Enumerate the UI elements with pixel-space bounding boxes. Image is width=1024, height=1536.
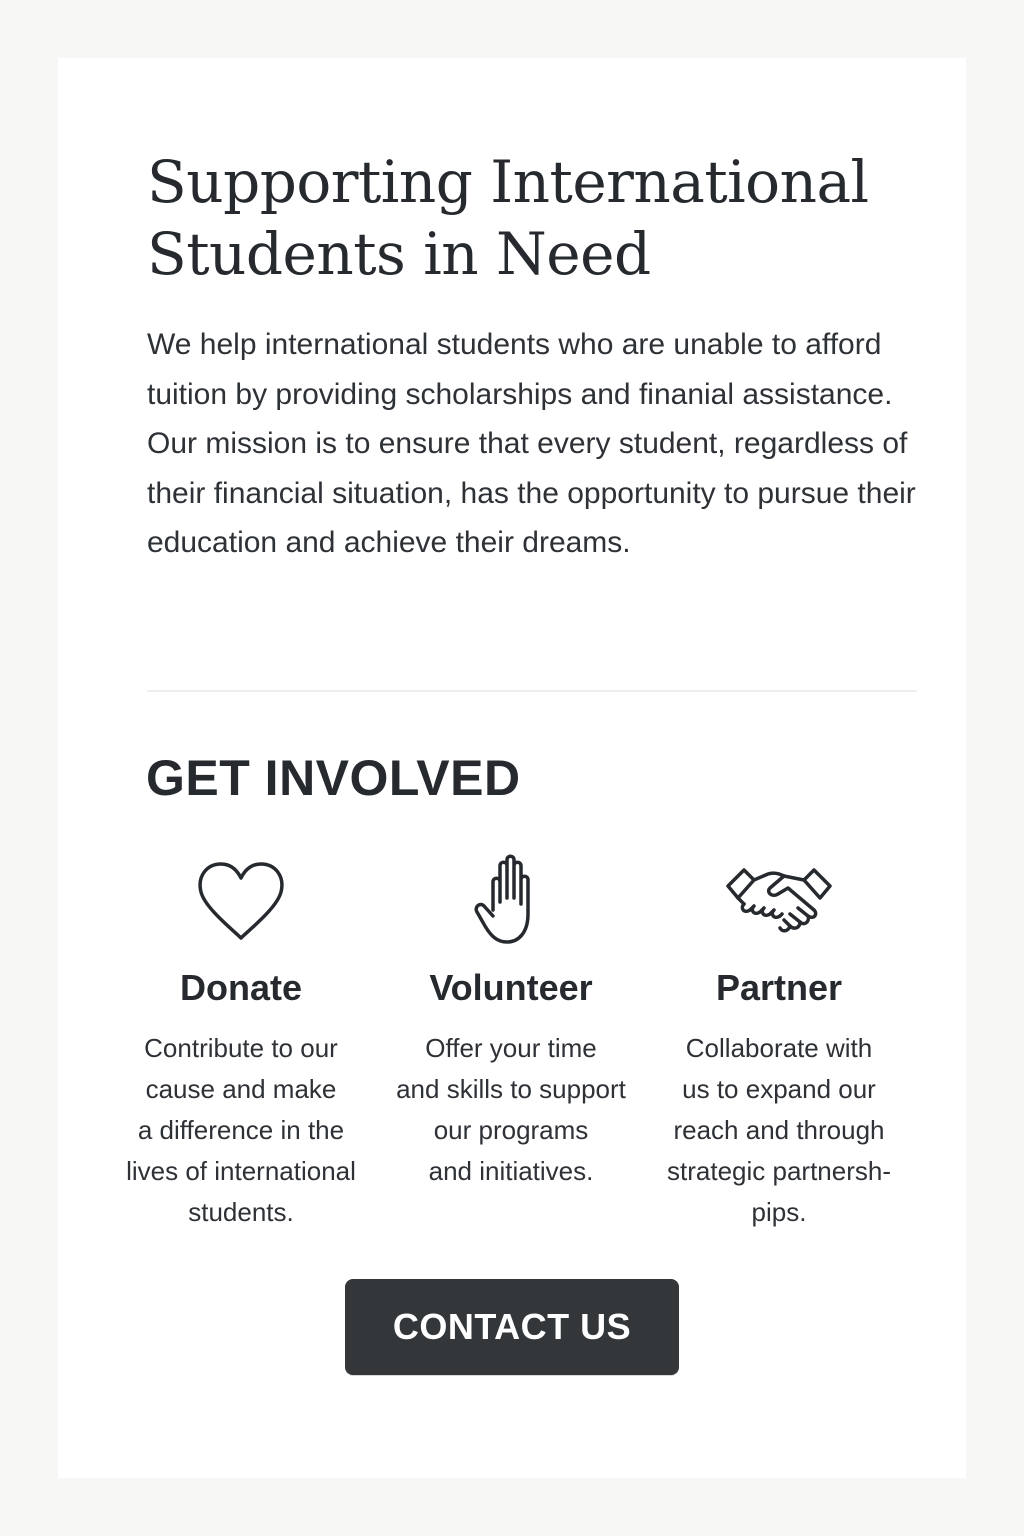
heart-icon (110, 852, 372, 948)
volunteer-description-line: our programs (433, 1115, 589, 1145)
raised-hand-icon (380, 852, 642, 948)
donate-option (110, 852, 372, 1227)
volunteer-description-line: and initiatives. (428, 1156, 594, 1186)
partner-description-line: reach and through (673, 1115, 885, 1145)
partner-description-line: us to expand our (682, 1074, 876, 1104)
handshake-icon (648, 852, 910, 948)
donate-description-line: a difference in the (137, 1115, 345, 1145)
donate-description-line: cause and make (145, 1074, 337, 1104)
donate-description-line: lives of international (126, 1156, 356, 1186)
donate-description (110, 1028, 372, 1233)
donate-title: Donate (179, 967, 302, 1008)
mission-paragraph: We help international students who are unable to afford tuition by providing scholarships and finanial assistance. Our mission is to ensure that every student, regardless of their financial situation, has the opportunity to pursue their education and achieve their dreams. (147, 328, 916, 559)
contact-us-button[interactable]: CONTACT US (345, 1279, 679, 1375)
partner-description-line: pips. (751, 1197, 807, 1227)
page-title: Supporting International Students in Need (147, 148, 869, 288)
volunteer-option (380, 852, 642, 1186)
volunteer-description-line: Offer your time (425, 1033, 597, 1063)
get-involved-heading: GET INVOLVED (146, 750, 521, 806)
partner-description-line: strategic partnersh- (667, 1156, 891, 1186)
partner-description (648, 1028, 910, 1233)
volunteer-description-line: and skills to support (396, 1074, 626, 1104)
volunteer-title: Volunteer (429, 967, 593, 1008)
donate-description-line: students. (188, 1197, 294, 1227)
content-card (58, 58, 966, 1478)
volunteer-description (380, 1028, 642, 1192)
partner-title: Partner (715, 967, 843, 1008)
partner-option (648, 852, 910, 1227)
donate-description-line: Contribute to our (144, 1033, 338, 1063)
partner-description-line: Collaborate with (685, 1033, 873, 1063)
section-divider (147, 690, 917, 692)
